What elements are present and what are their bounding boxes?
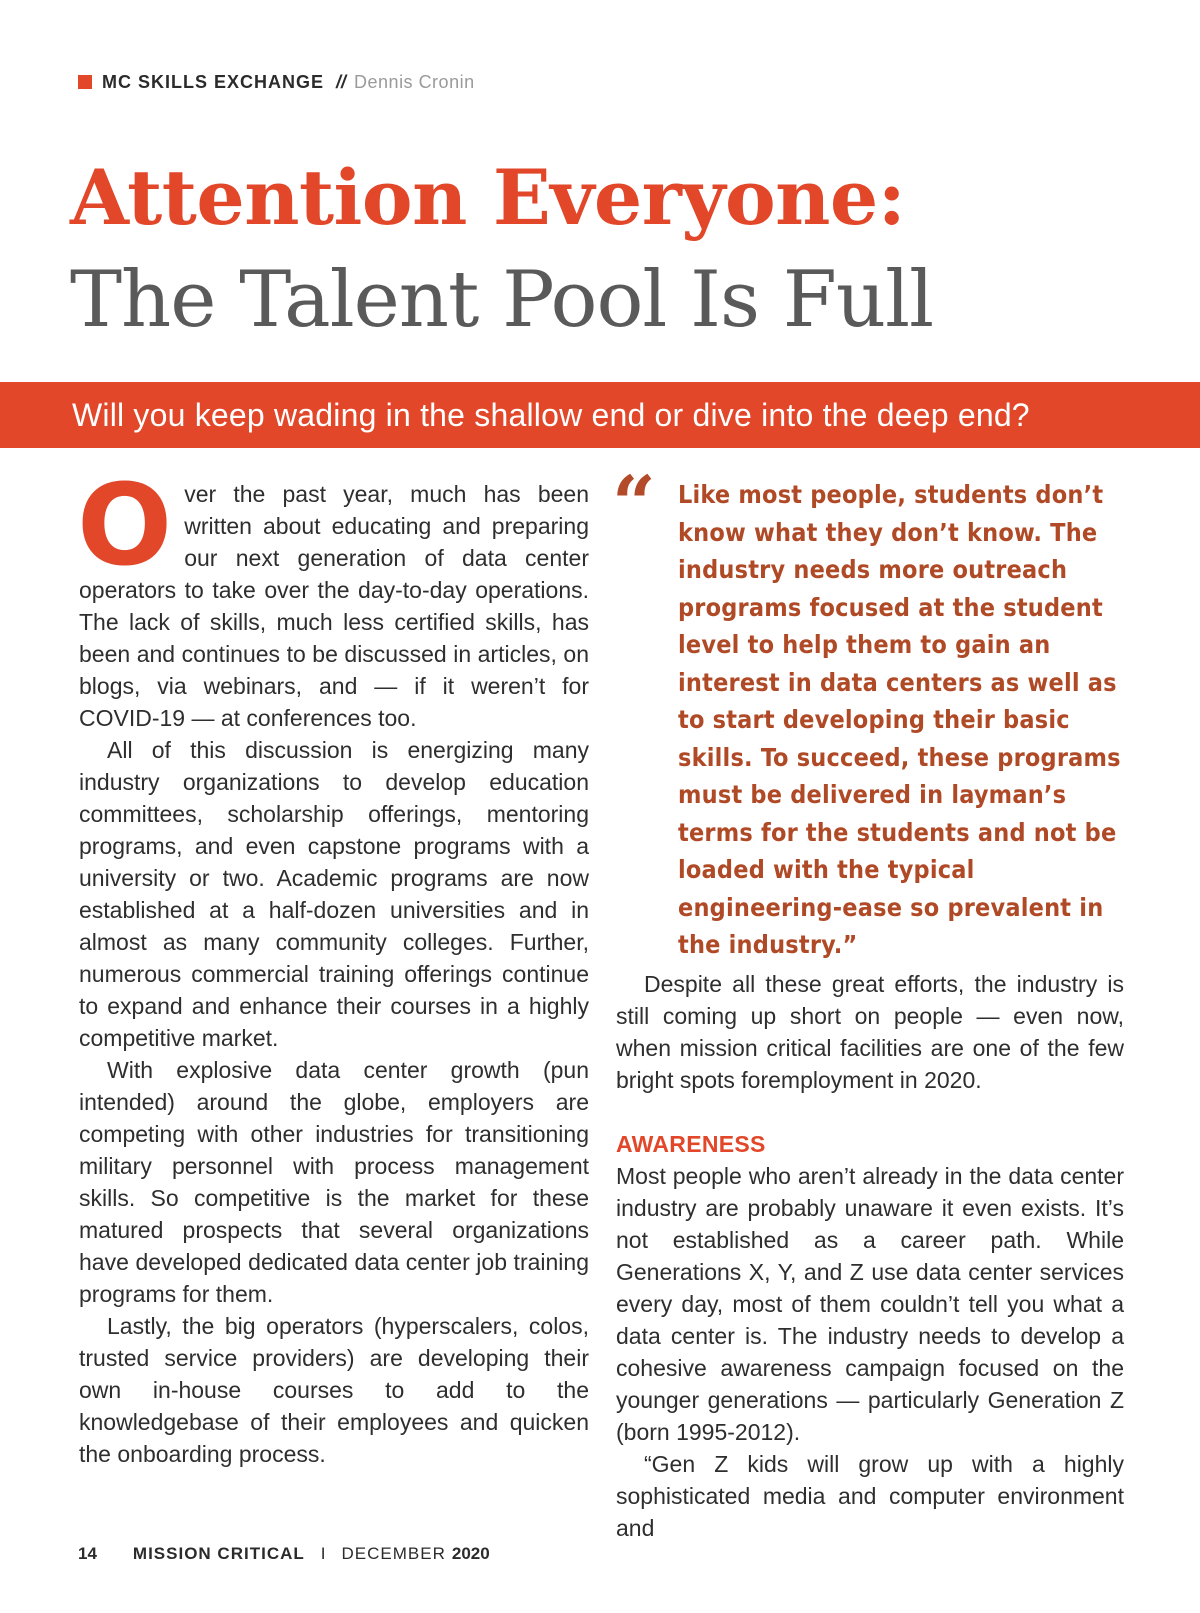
issue-month: DECEMBER xyxy=(341,1544,446,1563)
pull-quote xyxy=(612,459,1132,964)
paragraph-spacer xyxy=(616,1096,1124,1128)
quote-mark-icon: “ xyxy=(612,459,656,548)
author-name: Dennis Cronin xyxy=(354,71,475,92)
pull-quote-text: Like most people, students don’t know what they don’t know. The industry needs more outreach programs focused at the student level to help them to gain an interest in data centers as well as to start developing their basic skills. To succeed, these programs must be delivered in layman’s terms for the students and not be loaded with the typical engineering-ease so prevalent in the industry.” xyxy=(678,480,1121,959)
magazine-name: MISSION CRITICAL xyxy=(132,1544,305,1563)
page-footer xyxy=(78,1542,490,1566)
body-paragraph: With explosive data center growth (pun intended) around the globe, employers are competing with other industries for transitioning military personnel with process management skills. So competitive is the market for these matured prospects that several organizations have developed dedicated data center job training programs for them. xyxy=(79,1057,589,1307)
header-separator: // xyxy=(336,71,347,92)
section-name: MC SKILLS EXCHANGE xyxy=(102,71,325,92)
issue-year: 2020 xyxy=(451,1544,490,1563)
body-paragraph: Lastly, the big operators (hyperscalers, colos, trusted service providers) are developing their own in-house courses to add to the knowledgebase of their employees and quicken the onboarding process. xyxy=(79,1313,589,1467)
article-title-line-2: The Talent Pool Is Full xyxy=(70,255,934,345)
footer-separator: I xyxy=(320,1544,326,1563)
section-marker-square xyxy=(78,75,92,89)
intro-paragraph xyxy=(77,461,589,734)
intro-paragraph-text: ver the past year, much has been written about educating and preparing our next generation of data center operators to take over the day-to-day operations. The lack of skills, much less certified skills, has been and continues to be discussed in articles, on blogs, via webinars, and — if it weren’t for COVID-19 — at conferences too. xyxy=(79,481,589,731)
body-paragraph: Most people who aren’t already in the data center industry are probably unaware it even exists. It’s not established as a career path. While Generations X, Y, and Z use data center services every day, most of them couldn’t tell you what a data center is. The industry needs to develop a cohesive awareness campaign focused on the younger generations — particularly Generation Z (born 1995-2012). xyxy=(616,1163,1124,1445)
article-subtitle: Will you keep wading in the shallow end or dive into the deep end? xyxy=(72,396,1030,433)
body-paragraph: “Gen Z kids will grow up with a highly sophisticated media and computer environment and xyxy=(616,1451,1124,1541)
left-column xyxy=(77,461,589,1470)
body-paragraph: Despite all these great efforts, the industry is still coming up short on people — even now, when mission critical facilities are one of the few bright spots foremployment in 2020. xyxy=(616,971,1124,1093)
section-heading: AWARENESS xyxy=(616,1131,766,1157)
drop-cap: O xyxy=(77,461,173,591)
page-number: 14 xyxy=(78,1544,97,1563)
subtitle-banner xyxy=(0,382,1200,448)
section-header xyxy=(78,70,475,94)
right-column xyxy=(616,968,1124,1544)
body-paragraph: All of this discussion is energizing many industry organizations to develop education committees, scholarship offerings, mentoring programs, and even capstone programs with a university or two. Academic programs are now established at a half-dozen universities and in almost as many community colleges. Further, numerous commercial training offerings continue to expand and enhance their courses in a highly competitive market. xyxy=(79,737,589,1051)
article-title-line-1: Attention Everyone: xyxy=(70,153,906,242)
